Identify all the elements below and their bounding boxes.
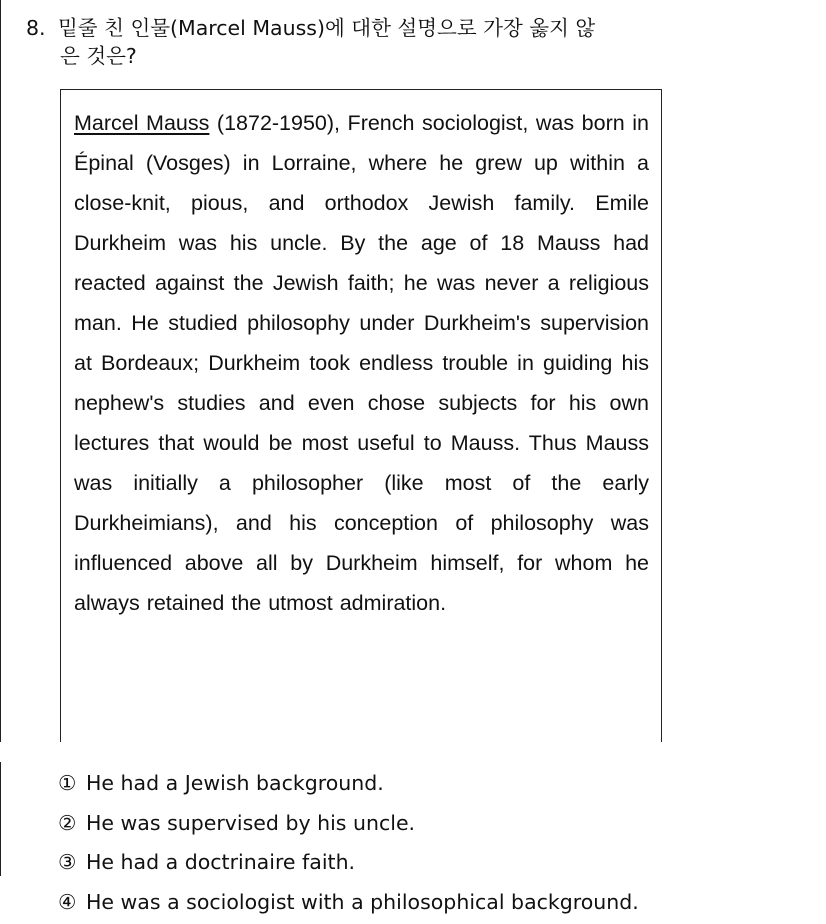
choice-2-marker: ②: [58, 810, 77, 835]
choice-2[interactable]: [58, 804, 818, 844]
passage-text: [74, 103, 649, 623]
choice-3[interactable]: [58, 843, 818, 883]
choice-4[interactable]: [58, 883, 818, 923]
choice-4-marker: ④: [58, 889, 77, 914]
question-text-line1: 밑줄 친 인물(Marcel Mauss)에 대한 설명으로 가장 옳지 않: [58, 16, 596, 40]
choice-1[interactable]: [58, 764, 818, 804]
left-margin-rule-bottom: [0, 762, 1, 876]
underlined-name: Marcel Mauss: [74, 111, 210, 135]
passage-box: [60, 89, 662, 742]
choice-2-text: He was supervised by his uncle.: [86, 810, 416, 835]
choice-4-text: He was a sociologist with a philosophical background.: [86, 889, 639, 914]
choice-1-marker: ①: [58, 771, 77, 795]
answer-choices: [58, 764, 818, 922]
question-text-line2: 은 것은?: [60, 44, 137, 68]
question-stem: [26, 14, 786, 70]
choice-1-text: He had a Jewish background.: [86, 771, 384, 795]
passage-body: (1872-1950), French sociologist, was born in Épinal (Vosges) in Lorraine, where he grew up within a close-knit, pious, and orthodox Jewish family. Emile Durkheim was his uncle. By the age of 18 Mauss had reacted against the Jewish faith; he was never a religious man. He studied philosophy under Durkheim's supervision at Bordeaux; Durkheim took endless trouble in guiding his nephew's studies and even chose subjects for his own lectures that would be most useful to Mauss. Thus Mauss was initially a philosopher (like most of the early Durkheimians), and his conception of philosophy was influenced above all by Durkheim himself, for whom he always retained the utmost admiration.: [74, 111, 649, 615]
choice-3-text: He had a doctrinaire faith.: [86, 850, 356, 874]
question-number: 8.: [26, 16, 46, 40]
left-margin-rule-top: [0, 0, 1, 742]
choice-3-marker: ③: [58, 850, 77, 874]
